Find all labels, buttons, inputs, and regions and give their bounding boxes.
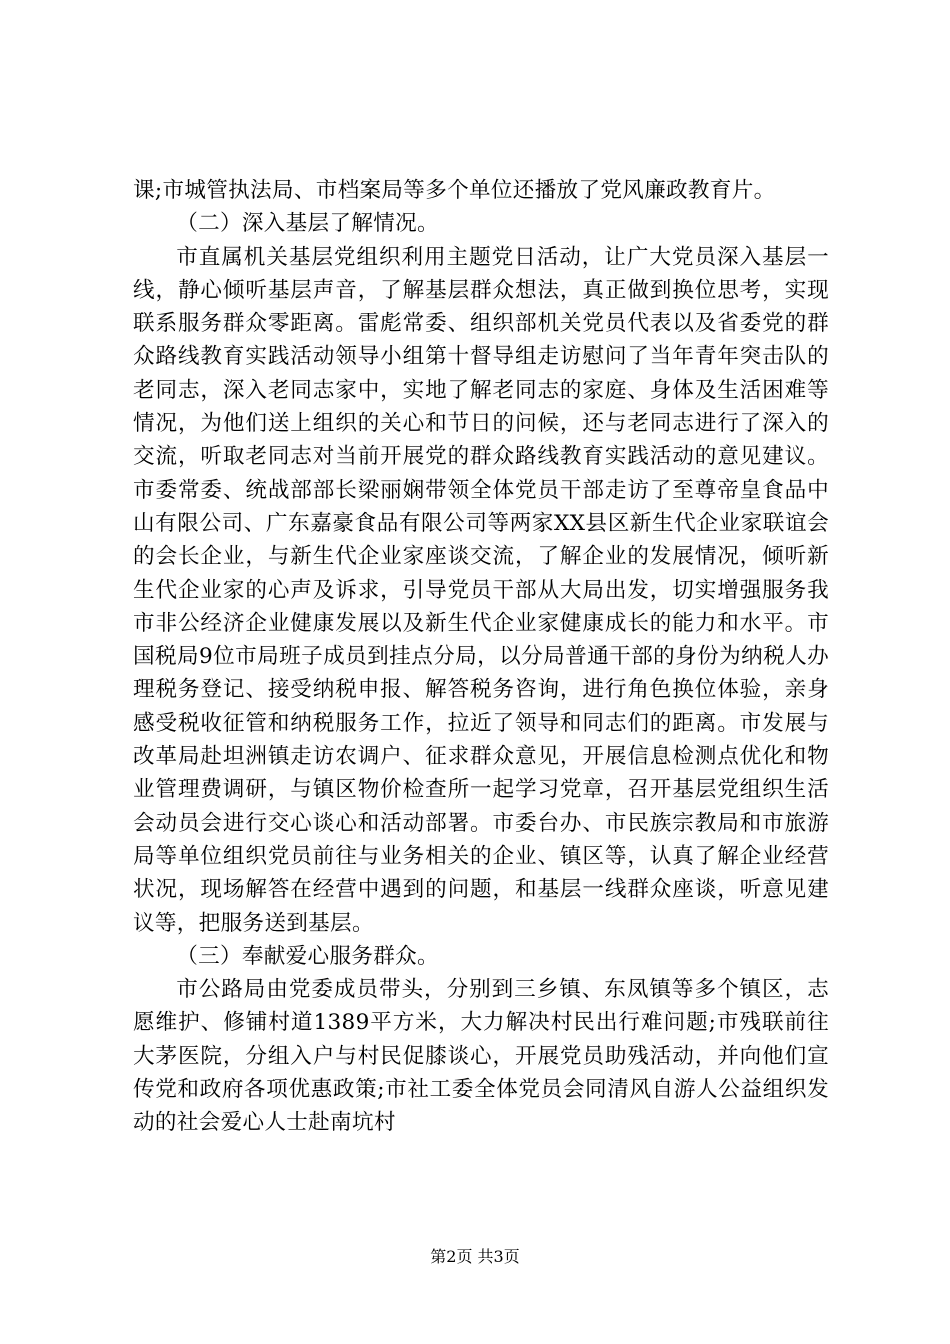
paragraph-section-2: 市直属机关基层党组织利用主题党日活动，让广大党员深入基层一线，静心倾听基层声音，了解基层群众想法，真正做到换位思考，实现联系服务群众零距离。雷彪常委、组织部机关党员代表以及省委党的群众路线教育实践活动领导小组第十督导组走访慰问了当年青年突击队的老同志，深入老同志家中，实地了解老同志的家庭、身体及生活困难等情况，为他们送上组织的关心和节日的问候，还与老同志进行了深入的交流，听取老同志对当前开展党的群众路线教育实践活动的意见建议。市委常委、统战部部长梁丽娴带领全体党员干部走访了至尊帝皇食品中山有限公司、广东嘉豪食品有限公司等两家XX县区新生代企业家联谊会的会长企业，与新生代企业家座谈交流，了解企业的发展情况，倾听新生代企业家的心声及诉求，引导党员干部从大局出发，切实增强服务我市非公经济企业健康发展以及新生代企业家健康成长的能力和水平。市国税局9位市局班子成员到挂点分局，以分局普通干部的身份为纳税人办理税务登记、接受纳税申报、解答税务咨询，进行角色换位体验，亲身感受税收征管和纳税服务工作，拉近了领导和同志们的距离。市发展与改革局赴坦洲镇走访农调户、征求群众意见，开展信息检测点优化和物业管理费调研，与镇区物价检查所一起学习党章，召开基层党组织生活会动员会进行交心谈心和活动部署。市委台办、市民族宗教局和市旅游局等单位组织党员前往与业务相关的企业、镇区等，认真了解企业经营状况，现场解答在经营中遇到的问题，和基层一线群众座谈，听意见建议等，把服务送到基层。: [133, 244, 829, 936]
section-heading-3: （三）奉献爱心服务群众。: [176, 943, 439, 969]
paragraph-section-3: 市公路局由党委成员带头，分别到三乡镇、东凤镇等多个镇区，志愿维护、修铺村道1389平方米，大力解决村民出行难问题;市残联前往大茅医院，分组入户与村民促膝谈心，开展党员助残活动，并向他们宣传党和政府各项优惠政策;市社工委全体党员会同清风自游人公益组织发动的社会爱心人士赴南坑村: [133, 977, 829, 1136]
document-body: [133, 174, 829, 1140]
paragraph-continuation: 课;市城管执法局、市档案局等多个单位还播放了党风廉政教育片。: [133, 178, 776, 203]
page-footer: 第2页 共3页: [430, 1247, 520, 1266]
section-heading-2: （二）深入基层了解情况。: [176, 211, 439, 237]
